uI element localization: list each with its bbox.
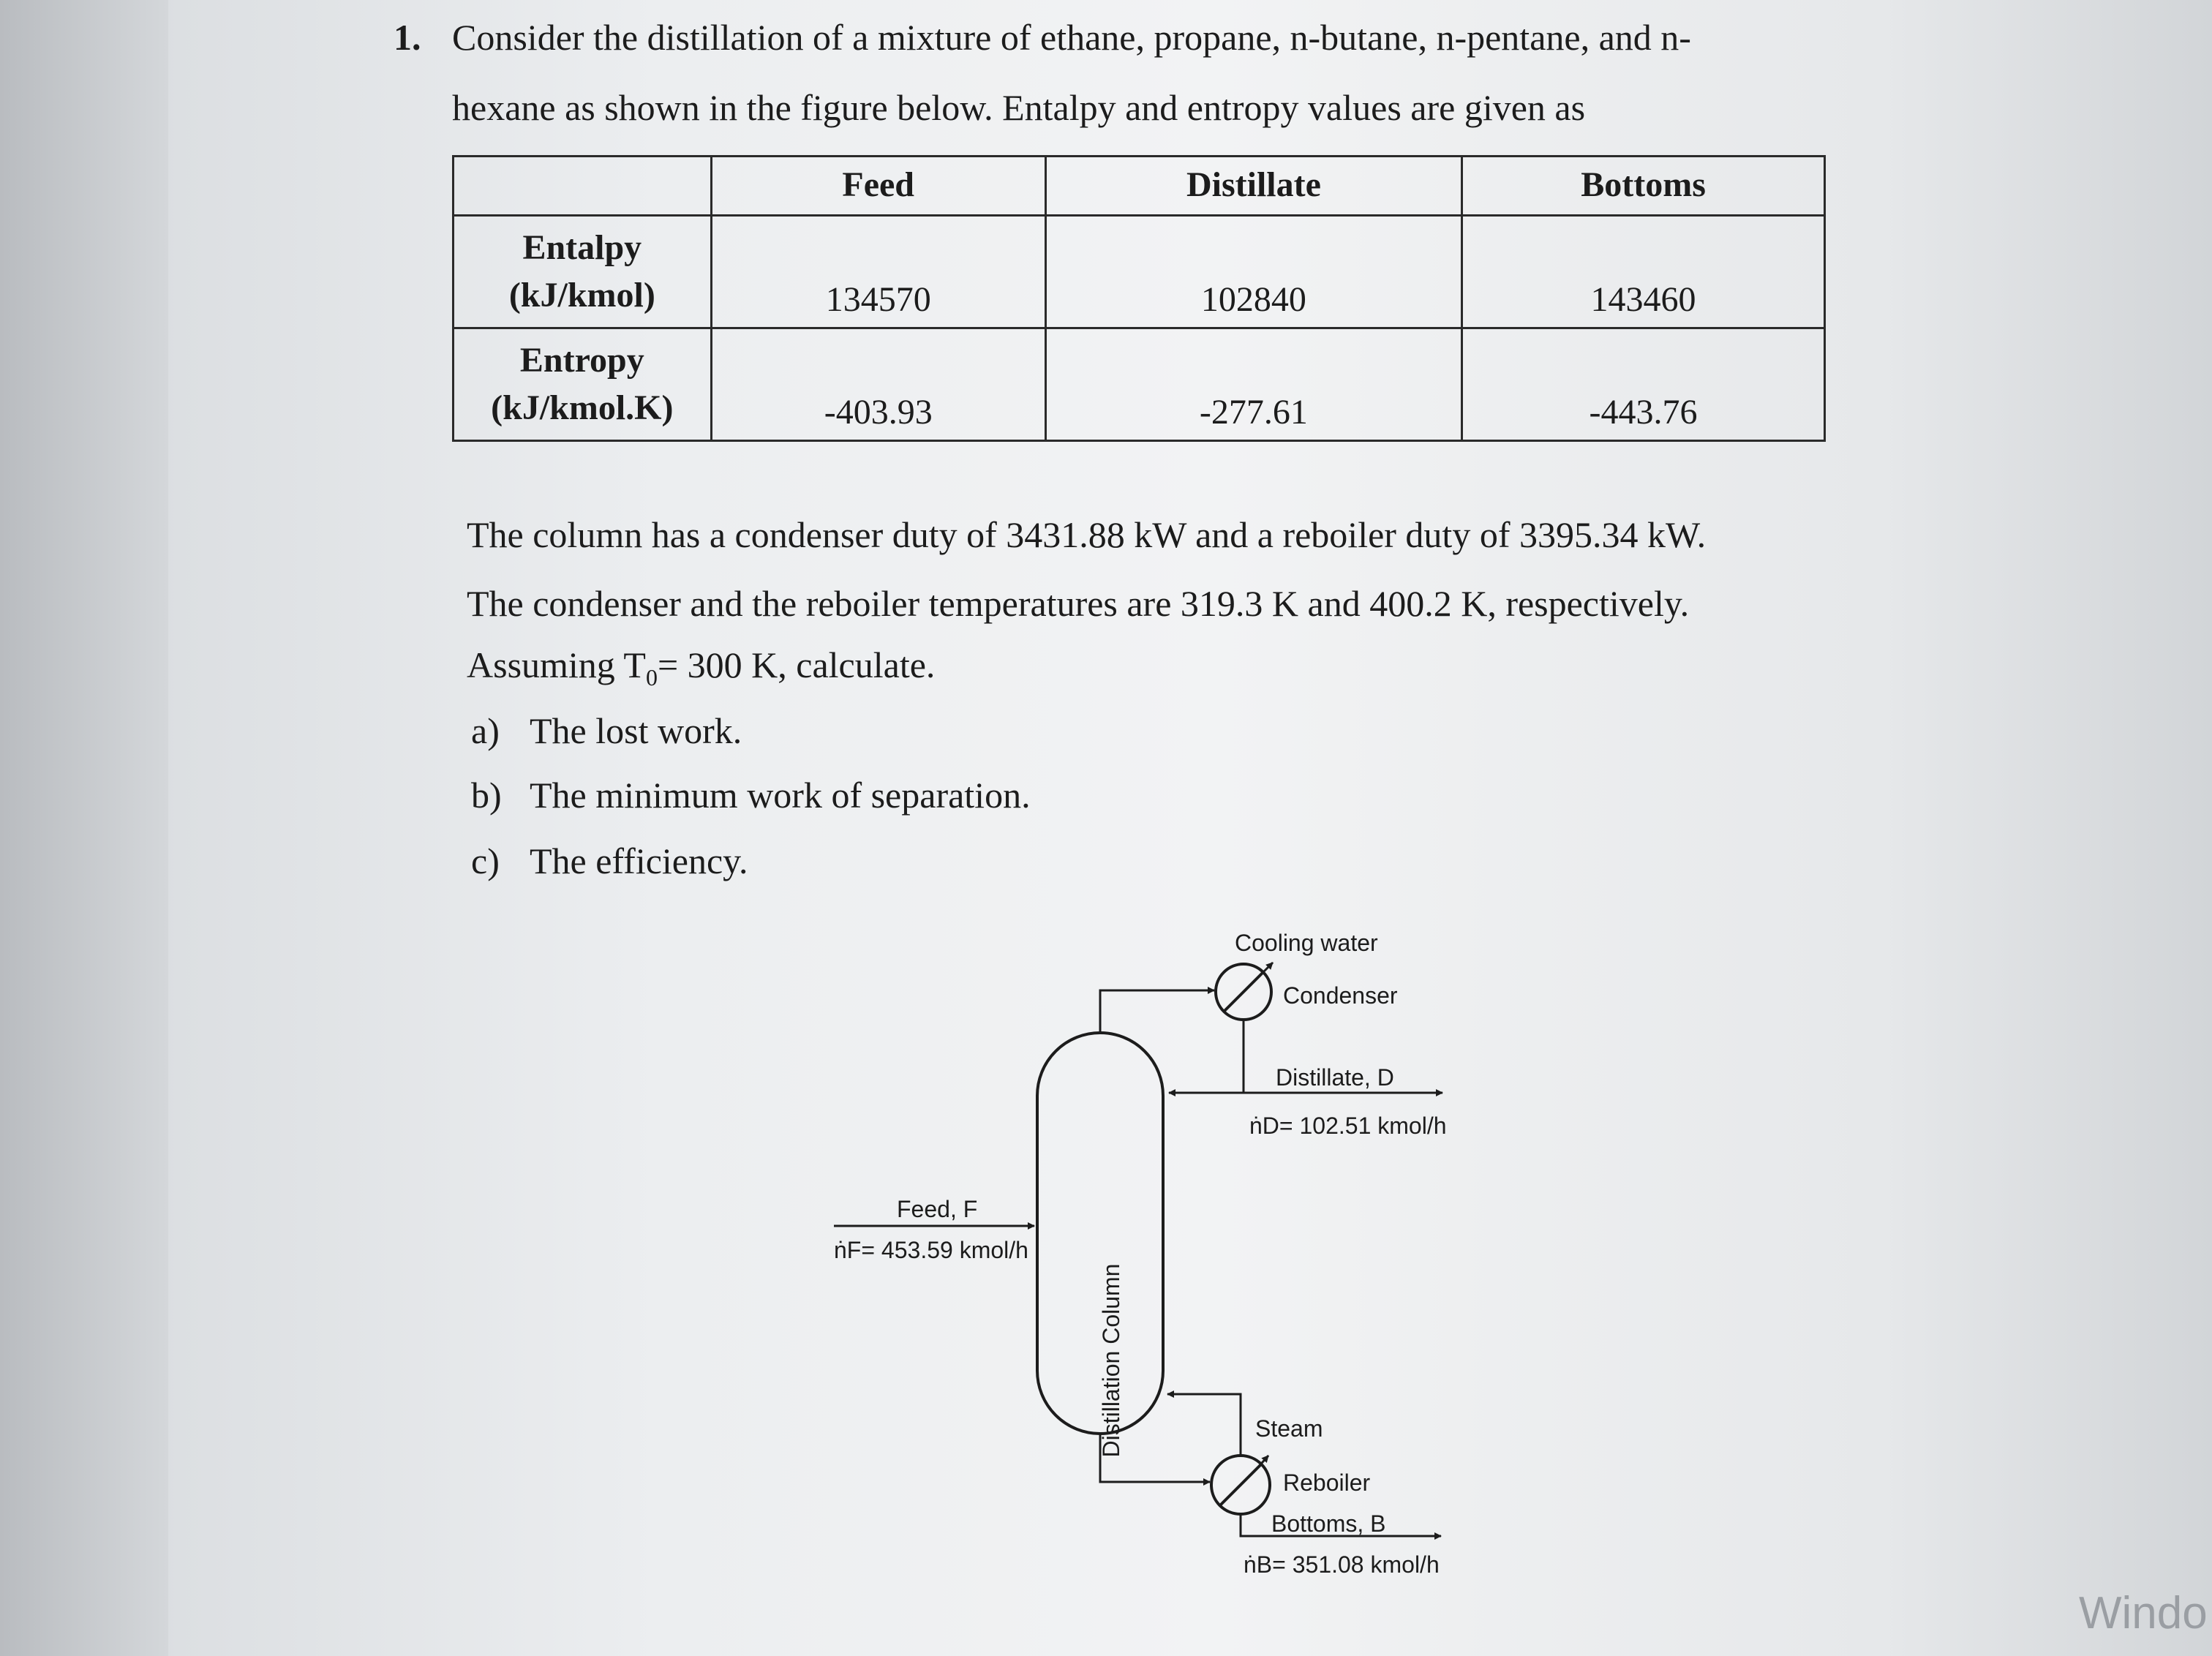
feed-label: Feed, F	[897, 1196, 978, 1222]
cell-enthalpy-distillate: 102840	[1045, 215, 1462, 328]
steam-label: Steam	[1255, 1415, 1323, 1442]
paragraph-line-1: The column has a condenser duty of 3431.88 kW and a reboiler duty of 3395.34 kW.	[467, 514, 1707, 555]
item-text: The minimum work of separation.	[530, 775, 1031, 816]
feed-flow-label: ṅF= 453.59 kmol/h	[834, 1237, 1028, 1263]
paragraph-line-3-prefix: Assuming T	[467, 644, 646, 685]
question-text-line-2: hexane as shown in the figure below. Entalpy and entropy values are given as	[452, 87, 1586, 128]
cell-enthalpy-feed: 134570	[711, 215, 1045, 328]
item-text: The efficiency.	[530, 840, 748, 881]
condenser-slash	[1223, 971, 1264, 1012]
row-label-line-1: Entropy	[519, 341, 644, 380]
cell-entropy-feed: -403.93	[711, 328, 1045, 440]
overhead-vapor-line	[1100, 990, 1214, 1033]
question-number: 1.	[394, 17, 421, 58]
table-header-feed: Feed	[711, 157, 1045, 216]
reboiler-slash	[1220, 1464, 1261, 1505]
distillate-flow-label: ṅD= 102.51 kmol/h	[1249, 1113, 1447, 1139]
table-header-distillate: Distillate	[1045, 157, 1462, 216]
reboiler-label: Reboiler	[1283, 1469, 1371, 1496]
paragraph-line-2: The condenser and the reboiler temperatures are 319.3 K and 400.2 K, respectively.	[467, 583, 1690, 624]
cell-entropy-distillate: -277.61	[1045, 328, 1462, 440]
column-label: Distillation Column	[1098, 1263, 1124, 1458]
reboiler-vapor-return	[1167, 1394, 1241, 1456]
row-label-line-2: (kJ/kmol.K)	[491, 388, 674, 428]
row-label-line-1: Entalpy	[522, 228, 642, 268]
table-header-bottoms: Bottoms	[1462, 157, 1825, 216]
row-label-line-2: (kJ/kmol)	[508, 276, 655, 315]
question-text-line-1: Consider the distillation of a mixture of ethane, propane, n-butane, n-pentane, and n-	[452, 17, 1691, 58]
item-text: The lost work.	[530, 710, 742, 751]
condenser-label: Condenser	[1283, 982, 1398, 1009]
windows-watermark: Windo	[2079, 1588, 2208, 1638]
cell-entropy-bottoms: -443.76	[1462, 328, 1825, 440]
distillate-label: Distillate, D	[1276, 1064, 1394, 1091]
bottoms-label: Bottoms, B	[1271, 1510, 1386, 1537]
cooling-water-arrow	[1261, 963, 1273, 974]
cell-enthalpy-bottoms: 143460	[1462, 215, 1825, 328]
item-label: c)	[471, 840, 500, 881]
cooling-water-label: Cooling water	[1235, 930, 1378, 956]
paragraph-line-3-suffix: = 300 K, calculate.	[657, 644, 936, 685]
paragraph-line-3-subscript: 0	[645, 664, 658, 690]
item-label: a)	[471, 710, 500, 751]
item-label: b)	[471, 775, 502, 816]
bottoms-flow-label: ṅB= 351.08 kmol/h	[1244, 1551, 1440, 1578]
